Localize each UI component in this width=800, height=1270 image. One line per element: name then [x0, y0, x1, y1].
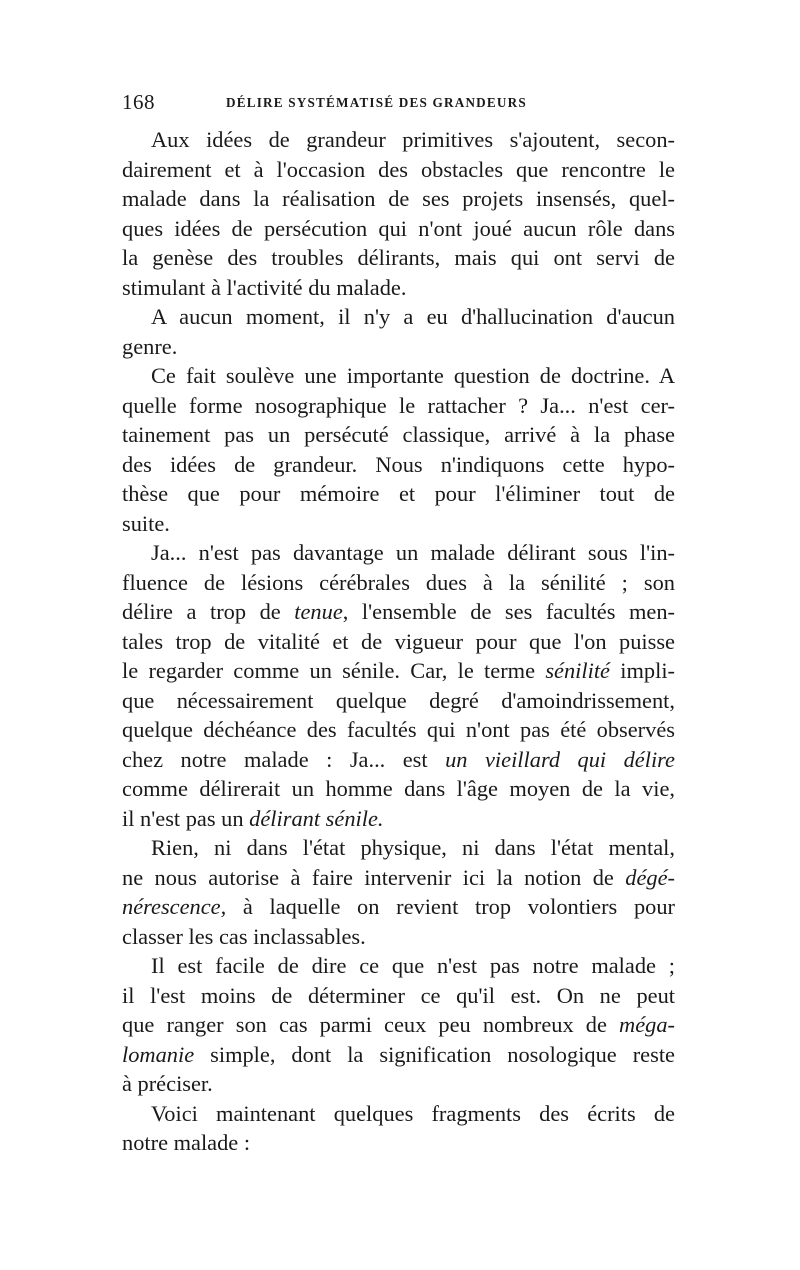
italic-term: sénilité — [545, 658, 610, 683]
text-line: Aux idées de grandeur primitives s'ajoutent, secon- — [151, 127, 675, 152]
text-line: comme délirerait un homme dans l'âge moyen de la vie, — [122, 776, 675, 801]
text-run: délire a trop de — [122, 599, 295, 624]
text-line: Rien, ni dans l'état physique, ni dans l'état mental, — [151, 835, 675, 860]
italic-term: lomanie — [122, 1041, 195, 1067]
text-line — [122, 804, 675, 834]
text-line — [122, 745, 675, 775]
text-line: tales trop de vitalité et de vigueur pour que l'on puisse — [122, 628, 675, 654]
page-number: 168 — [122, 90, 155, 114]
italic-term: tenue — [294, 599, 343, 624]
text-run: à laquelle on revient trop volontiers pour — [226, 894, 675, 919]
text-line: quelque déchéance des facultés qui n'ont pas été observés — [122, 717, 675, 742]
text-line: Ce fait soulève une importante question de doctrine. A — [151, 363, 675, 388]
text-line: genre. — [122, 333, 178, 359]
text-line — [122, 1010, 675, 1040]
text-line: des idées de grandeur. Nous n'indiquons cette hypo- — [122, 451, 675, 477]
text-line: la genèse des troubles délirants, mais qui ont servi de — [122, 245, 675, 270]
italic-term: méga- — [619, 1012, 675, 1037]
text-line — [122, 892, 675, 922]
paragraph-3 — [122, 361, 675, 538]
text-run: simple, dont la signification nosologique reste — [194, 1041, 675, 1067]
text-line: ques idées de persécution qui n'ont joué aucun rôle dans — [122, 215, 675, 241]
running-title: DÉLIRE SYSTÉMATISÉ DES GRANDEURS — [226, 95, 527, 110]
text-run: il n'est pas un — [122, 805, 250, 831]
body-text — [122, 125, 675, 1158]
italic-phrase: un vieillard qui délire — [445, 746, 675, 772]
text-run: , l'ensemble de ses facultés men- — [342, 599, 675, 624]
paragraph-6 — [122, 951, 675, 1099]
paragraph-2 — [122, 302, 675, 361]
text-line: fluence de lésions cérébrales dues à la sénilité ; son — [122, 569, 675, 595]
text-line: à préciser. — [122, 1071, 213, 1096]
text-line: Voici maintenant quelques fragments des écrits de — [151, 1100, 675, 1126]
italic-term: dégé- — [625, 864, 675, 890]
text-line: Il est facile de dire ce que n'est pas notre malade ; — [151, 953, 675, 978]
running-header — [122, 90, 682, 120]
text-run: ne nous autorise à faire intervenir ici la notion de — [122, 864, 626, 890]
text-line: A aucun moment, il n'y a eu d'hallucination d'aucun — [151, 304, 675, 329]
paragraph-1 — [122, 125, 675, 302]
text-line: classer les cas inclassables. — [122, 923, 366, 949]
text-line: malade dans la réalisation de ses projets insensés, quel- — [122, 186, 675, 211]
paragraph-5 — [122, 833, 675, 951]
text-run: que ranger son cas parmi ceux peu nombreux de — [122, 1012, 620, 1037]
text-line: Ja... n'est pas davantage un malade délirant sous l'in- — [151, 540, 675, 565]
text-line — [122, 597, 675, 627]
text-line: notre malade : — [122, 1130, 251, 1155]
paragraph-7 — [122, 1099, 675, 1158]
italic-term: nérescence, — [122, 894, 227, 919]
italic-phrase: délirant sénile. — [249, 805, 384, 831]
paragraph-4 — [122, 538, 675, 833]
text-run: le regarder comme un sénile. Car, le terme — [122, 658, 546, 683]
text-line: thèse que pour mémoire et pour l'éliminer tout de — [122, 481, 675, 506]
text-run: chez notre malade : Ja... est — [122, 746, 446, 772]
text-line — [122, 863, 675, 893]
text-line: stimulant à l'activité du malade. — [122, 274, 407, 300]
text-line: dairement et à l'occasion des obstacles que rencontre le — [122, 156, 675, 182]
text-line — [122, 1040, 675, 1070]
text-run: impli- — [609, 658, 676, 683]
text-line: tainement pas un persécuté classique, arrivé à la phase — [122, 422, 675, 447]
text-line: que nécessairement quelque degré d'amoindrissement, — [122, 687, 675, 713]
text-line: quelle forme nosographique le rattacher ? Ja... n'est cer- — [122, 392, 675, 418]
text-line: il l'est moins de déterminer ce qu'il est. On ne peut — [122, 982, 675, 1008]
text-line: suite. — [122, 510, 170, 536]
text-line — [122, 656, 675, 686]
